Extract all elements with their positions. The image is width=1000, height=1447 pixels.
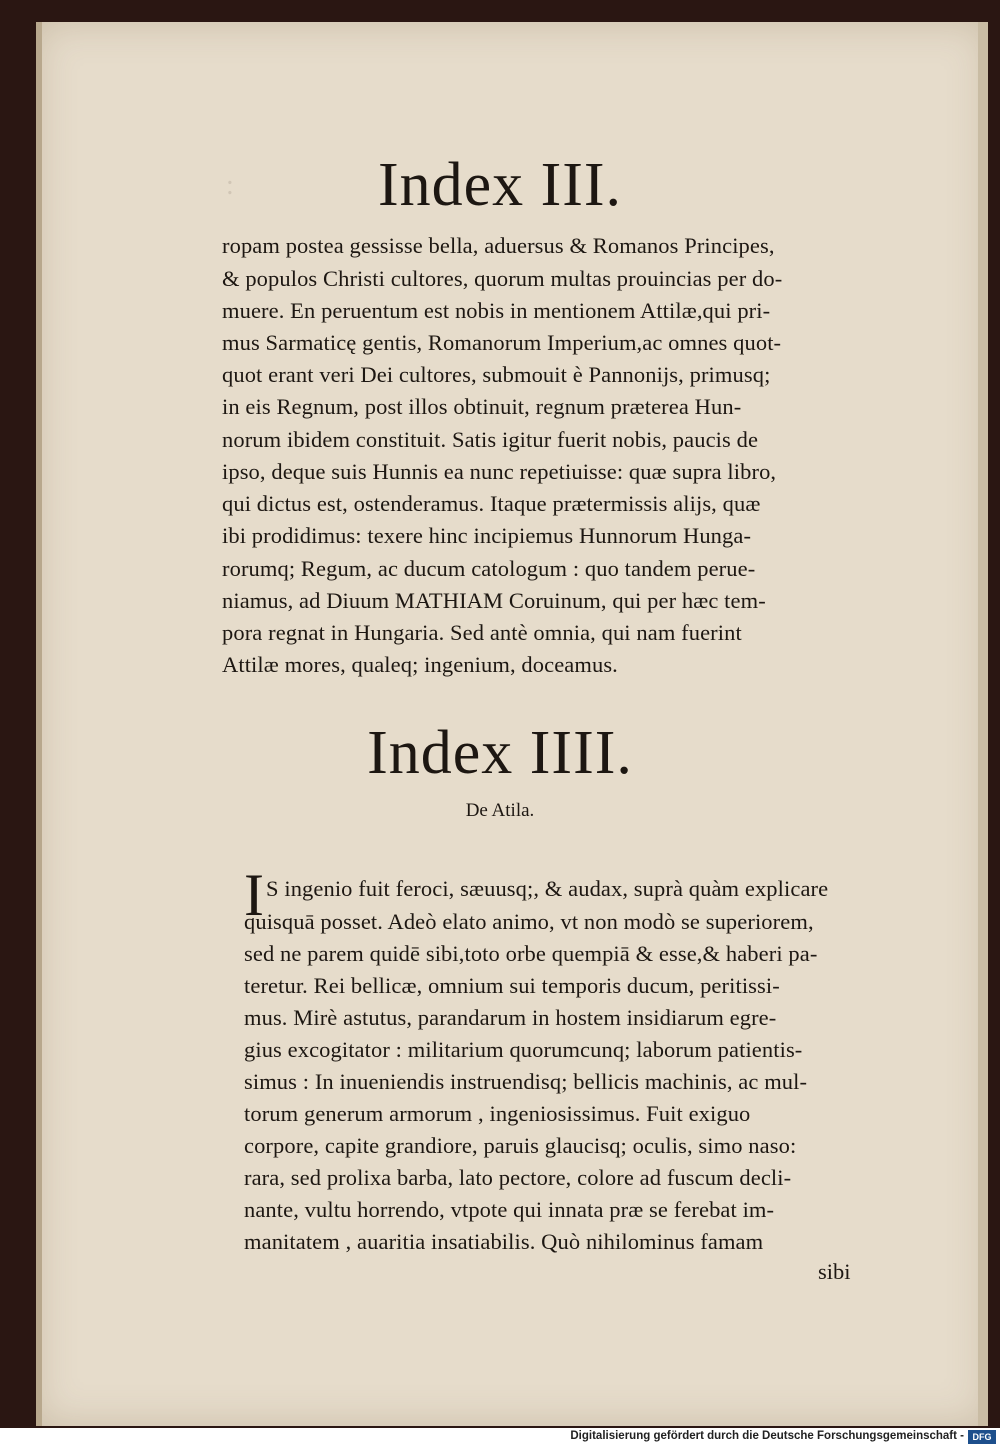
text-line: nante, vultu horrendo, vtpote qui innata præ se ferebat im- (244, 1197, 775, 1222)
text-line: norum ibidem constituit. Satis igitur fuerit nobis, paucis de (222, 427, 759, 452)
drop-cap: I (244, 862, 264, 928)
text-line: gius excogitator : militarium quorumcunq; laborum patientis- (244, 1037, 803, 1062)
text-line: mus. Mirè astutus, parandarum in hostem insidiarum egre- (244, 1005, 777, 1030)
text-line: muere. En peruentum est nobis in mentionem Attilæ,qui pri- (222, 298, 771, 323)
text-line: Attilæ mores, qualeq; ingenium, doceamus. (222, 652, 618, 677)
catchword: sibi (818, 1259, 851, 1284)
text-line: & populos Christi cultores, quorum multas prouincias per do- (222, 266, 783, 291)
text-line: rorumq; Regum, ac ducum catologum : quo tandem perue- (222, 556, 756, 581)
text-line: quot erant veri Dei cultores, submouit è Pannonijs, primusq; (222, 362, 771, 387)
text-line: S ingenio fuit feroci, sæuusq;, & audax, suprà quàm explicare (266, 876, 829, 901)
text-line: qui dictus est, ostenderamus. Itaque prætermissis alijs, quæ (222, 491, 761, 516)
text-line: ibi prodidimus: texere hinc incipiemus Hunnorum Hunga- (222, 523, 752, 548)
index-iiii-heading: Index IIII. (367, 719, 633, 787)
text-line: pora regnat in Hungaria. Sed antè omnia, qui nam fuerint (222, 620, 742, 645)
text-line: mus Sarmaticę gentis, Romanorum Imperium,ac omnes quot- (222, 330, 782, 355)
text-line: in eis Regnum, post illos obtinuit, regnum præterea Hun- (222, 394, 742, 419)
text-line: torum generum armorum , ingeniosissimus. Fuit exiguo (244, 1101, 751, 1126)
text-line: manitatem , auaritia insatiabilis. Quò nihilominus famam (244, 1229, 764, 1254)
funding-notice: Digitalisierung gefördert durch die Deutsche Forschungsgemeinschaft - (570, 1430, 964, 1442)
text-line: quisquā posset. Adeò elato animo, vt non modò se superiorem, (244, 909, 814, 934)
text-line: simus : In inueniendis instruendisq; bellicis machinis, ac mul- (244, 1069, 808, 1094)
digitization-footer (0, 1428, 1000, 1447)
show-through-mark: : (226, 170, 234, 201)
dfg-logo: DFG (968, 1430, 996, 1444)
index-iii-heading: Index III. (377, 151, 623, 219)
section-subheading: De Atila. (465, 800, 535, 821)
text-line: ipso, deque suis Hunnis ea nunc repetiuisse: quæ supra libro, (222, 459, 777, 484)
text-line: sed ne parem quidē sibi,toto orbe quempiā & esse,& haberi pa- (244, 941, 818, 966)
text-line: rara, sed prolixa barba, lato pectore, colore ad fuscum decli- (244, 1165, 792, 1190)
text-line: corpore, capite grandiore, paruis glaucisq; oculis, simo naso: (244, 1133, 797, 1158)
text-line: niamus, ad Diuum MATHIAM Coruinum, qui per hæc tem- (222, 588, 766, 613)
text-line: teretur. Rei bellicæ, omnium sui temporis ducum, peritissi- (244, 973, 780, 998)
text-line: ropam postea gessisse bella, aduersus & Romanos Principes, (222, 233, 775, 258)
